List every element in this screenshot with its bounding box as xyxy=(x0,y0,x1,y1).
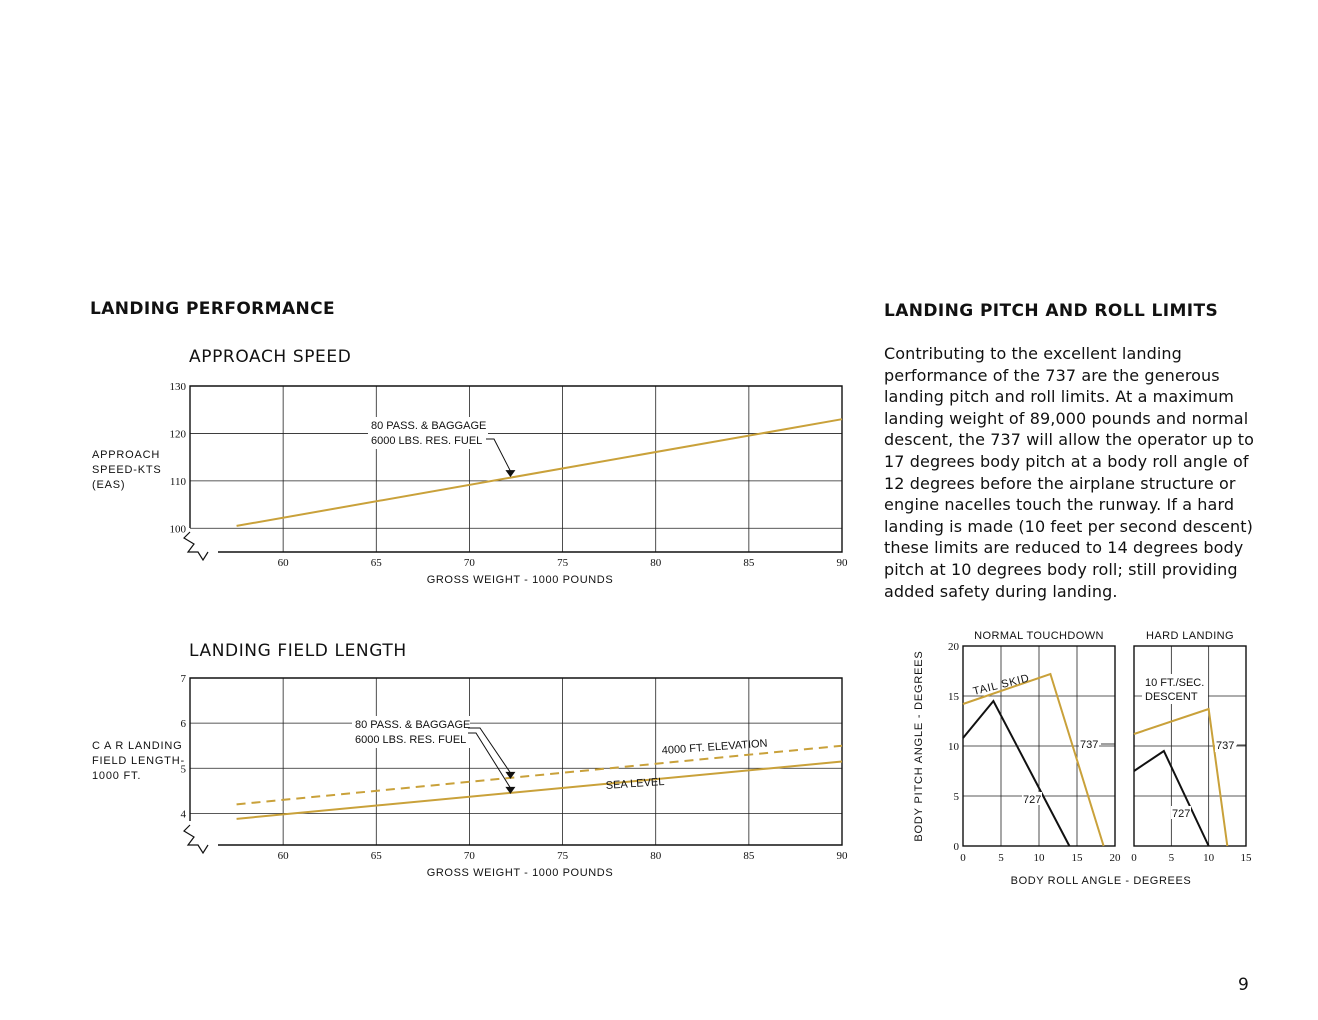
field-y-tick: 7 xyxy=(180,673,186,685)
field-x-tick: 70 xyxy=(463,850,475,862)
approach-y-tick: 120 xyxy=(169,428,186,441)
approach-x-tick: 65 xyxy=(370,557,382,569)
approach-x-tick: 70 xyxy=(463,557,475,569)
normal-y-tick: 0 xyxy=(953,841,959,853)
approach-y-tick: 100 xyxy=(169,523,186,536)
field-annotation-line1: 80 PASS. & BAGGAGE xyxy=(355,719,471,731)
approach-y-axis-label: (EAS) xyxy=(92,479,126,491)
hard-annotation-line1: 10 FT./SEC. xyxy=(1145,677,1205,689)
field-y-axis-label: FIELD LENGTH- xyxy=(92,755,185,767)
normal-series-727 xyxy=(963,701,1069,846)
roll-x-axis-label: BODY ROLL ANGLE - DEGREES xyxy=(1010,875,1192,887)
approach-x-tick: 60 xyxy=(277,557,289,569)
approach-x-tick: 85 xyxy=(743,557,755,569)
field-annotation-leader-upper xyxy=(468,728,510,773)
normal-y-tick: 15 xyxy=(948,691,959,703)
approach-y-axis-label: APPROACH xyxy=(92,449,161,461)
field-x-axis-label: GROSS WEIGHT - 1000 POUNDS xyxy=(426,867,614,879)
normal-x-tick: 15 xyxy=(1071,852,1083,864)
pitch-roll-paragraph: Contributing to the excellent landing performance of the 737 are the generous landing pitch and roll limits. At a maximum landing weight of 89,000 pounds and normal descent, the 737 will allow the operator up to 17 degrees body pitch at a body roll angle of 12 degrees before the airplane structure or engine nacelles touch the runway. If a hard landing is made (10 feet per second descent) these limits are reduced to 14 degrees body pitch at 10 degrees body roll; still providing added safety during landing. xyxy=(884,344,1254,601)
normal-y-tick: 20 xyxy=(948,641,959,653)
field-x-tick: 90 xyxy=(836,850,848,862)
field-y-axis-label: 1000 FT. xyxy=(92,770,142,782)
approach-annotation-line1: 80 PASS. & BAGGAGE xyxy=(371,420,487,432)
hard-x-tick: 5 xyxy=(1168,852,1175,864)
hard-737-label: 737 xyxy=(1216,740,1235,752)
normal-737-label: 737 xyxy=(1080,739,1099,751)
hard-x-tick: 10 xyxy=(1203,852,1215,864)
field-series-line xyxy=(237,746,842,805)
field-annotation-line2: 6000 LBS. RES. FUEL xyxy=(355,734,467,746)
approach-y-tick: 110 xyxy=(169,475,186,488)
approach-x-tick: 75 xyxy=(557,557,569,569)
pitch-roll-heading: LANDING PITCH AND ROLL LIMITS xyxy=(884,301,1219,321)
approach-series-line xyxy=(237,419,842,526)
field-x-tick: 65 xyxy=(370,850,382,862)
field-y-axis-label: C A R LANDING xyxy=(92,740,183,752)
normal-y-tick: 5 xyxy=(953,791,959,803)
approach-annotation-line2: 6000 LBS. RES. FUEL xyxy=(371,435,483,447)
approach-speed-title: APPROACH SPEED xyxy=(189,347,352,367)
normal-x-tick: 0 xyxy=(960,852,966,864)
page-number: 9 xyxy=(1238,975,1249,995)
approach-x-tick: 80 xyxy=(650,557,662,569)
hard-x-tick: 15 xyxy=(1240,852,1252,864)
normal-series-737 xyxy=(963,674,1104,846)
field-axis-break xyxy=(184,825,208,853)
field-x-tick: 85 xyxy=(743,850,755,862)
elevation-series-label: 4000 FT. ELEVATION xyxy=(661,737,768,757)
field-x-tick: 75 xyxy=(557,850,569,862)
field-y-tick: 6 xyxy=(180,718,186,731)
sea-level-series-label: SEA LEVEL xyxy=(605,775,665,792)
approach-axis-break xyxy=(184,532,208,560)
hard-x-tick: 0 xyxy=(1131,852,1137,864)
field-x-tick: 60 xyxy=(277,850,289,862)
landing-performance-heading: LANDING PERFORMANCE xyxy=(90,299,336,319)
approach-x-tick: 90 xyxy=(836,557,848,569)
landing-field-length-title: LANDING FIELD LENGTH xyxy=(189,641,407,661)
normal-title: NORMAL TOUCHDOWN xyxy=(974,630,1104,642)
hard-title: HARD LANDING xyxy=(1146,630,1234,642)
approach-x-axis-label: GROSS WEIGHT - 1000 POUNDS xyxy=(426,574,614,586)
normal-727-label: 727 xyxy=(1023,794,1042,806)
approach-y-axis-label: SPEED-KTS xyxy=(92,464,162,476)
pitch-y-axis-label: BODY PITCH ANGLE - DEGREES xyxy=(913,650,925,842)
normal-x-tick: 20 xyxy=(1109,852,1121,864)
field-series-line xyxy=(237,762,842,819)
approach-y-tick: 130 xyxy=(169,381,186,393)
approach-annotation-arrow xyxy=(505,470,515,477)
field-x-tick: 80 xyxy=(650,850,662,862)
approach-frame xyxy=(190,386,842,552)
field-y-tick: 5 xyxy=(180,763,186,776)
hard-727-label: 727 xyxy=(1172,808,1191,820)
normal-y-tick: 10 xyxy=(948,741,959,753)
field-frame xyxy=(190,678,842,845)
approach-annotation-leader xyxy=(486,439,510,471)
hard-annotation-line2: DESCENT xyxy=(1145,691,1198,703)
tail-skid-label: TAIL SKID xyxy=(971,672,1031,698)
normal-x-tick: 5 xyxy=(998,852,1004,864)
field-y-tick: 4 xyxy=(180,808,186,821)
hard-series-737 xyxy=(1134,709,1227,846)
normal-x-tick: 10 xyxy=(1033,852,1045,864)
